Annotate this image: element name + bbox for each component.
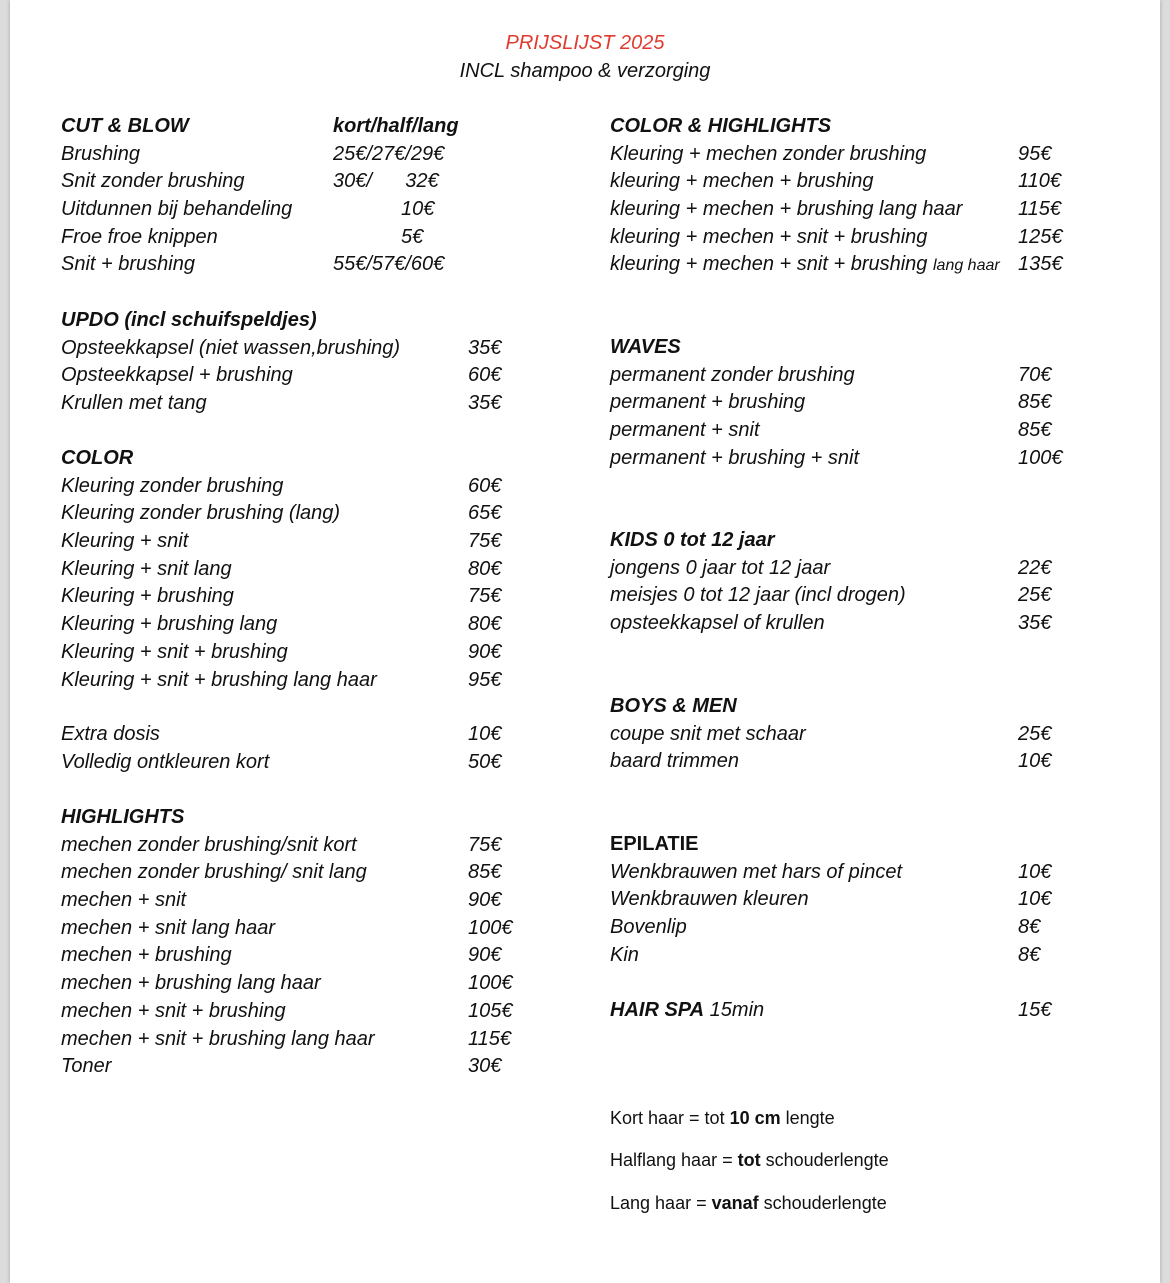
item-price: 85€ — [1018, 419, 1052, 442]
item-label: meisjes 0 tot 12 jaar (incl drogen) — [610, 584, 906, 607]
item-label: permanent + snit — [610, 419, 760, 442]
item-price: 35€ — [468, 392, 502, 415]
item-label: Froe froe knippen — [61, 225, 218, 248]
item-price: 22€ — [1018, 556, 1052, 579]
item-price: 70€ — [1018, 363, 1052, 386]
item-label: jongens 0 jaar tot 12 jaar — [610, 556, 831, 579]
item-price: 80€ — [468, 613, 502, 636]
item-label-suffix: lang haar — [932, 257, 1000, 275]
section-heading: HAIR SPA — [610, 999, 705, 1021]
note-text: lengte — [780, 1108, 835, 1128]
section-heading: KIDS 0 tot 12 jaar — [610, 529, 775, 551]
note-text: Kort haar = tot — [610, 1108, 730, 1128]
item-label-main: kleuring + mechen + snit + brushing — [610, 253, 928, 276]
note-text: schouderlengte — [760, 1150, 889, 1170]
item-price: 35€ — [1018, 612, 1052, 635]
section-heading: WAVES — [610, 336, 681, 358]
section-cut-blow — [61, 113, 561, 279]
item-label: Volledig ontkleuren kort — [61, 750, 270, 773]
section-heading: HIGHLIGHTS — [61, 806, 185, 828]
section-extra — [61, 721, 561, 776]
item-price: 8€ — [1018, 916, 1041, 939]
item-price: 115€ — [468, 1027, 512, 1050]
item-price: 100€ — [468, 916, 513, 939]
item-label: Kleuring + brushing — [61, 585, 234, 608]
item-label: kleuring + mechen + brushing lang haar — [610, 198, 963, 221]
item-price: 80€ — [468, 557, 502, 580]
note-text: Lang haar = — [610, 1193, 712, 1213]
section-color — [61, 445, 561, 694]
item-price: 75€ — [468, 833, 502, 856]
section-boys-men — [610, 693, 1110, 776]
section-heading: UPDO (incl schuifspeldjes) — [61, 309, 317, 331]
item-price: 25€ — [1018, 584, 1052, 607]
item-price: 110€ — [1018, 170, 1062, 193]
item-price: 50€ — [468, 750, 502, 773]
section-updo — [61, 307, 561, 418]
item-price: 10€ — [1018, 860, 1052, 883]
item-label: opsteekkapsel of krullen — [610, 612, 825, 635]
item-label: Wenkbrauwen met hars of pincet — [610, 860, 903, 883]
note-text: Halflang haar = — [610, 1150, 738, 1170]
item-label: coupe snit met schaar — [610, 722, 806, 745]
size-column-heading: kort/half/lang — [333, 115, 459, 137]
item-label: permanent zonder brushing — [610, 363, 855, 386]
item-price: 25€/27€/29€ — [333, 142, 445, 165]
item-price: 60€ — [468, 474, 502, 497]
item-price: 95€ — [1018, 142, 1052, 165]
item-label: permanent + brushing — [610, 391, 806, 414]
item-label: Kleuring + snit + brushing lang haar — [61, 668, 377, 691]
item-price: 125€ — [1018, 225, 1063, 248]
section-color-highlights — [610, 113, 1110, 279]
item-label: Uitdunnen bij behandeling — [61, 198, 293, 221]
item-price: 105€ — [468, 999, 513, 1022]
item-price: 30€/ 32€ — [333, 170, 439, 193]
item-label: mechen + snit + brushing — [61, 999, 286, 1022]
hair-spa-duration: 15min — [709, 999, 765, 1021]
item-label: Kleuring zonder brushing (lang) — [61, 502, 341, 525]
item-label: mechen zonder brushing/ snit lang — [61, 861, 367, 884]
note-text: schouderlengte — [758, 1193, 887, 1213]
item-label: permanent + brushing + snit — [610, 446, 860, 469]
item-label: mechen + snit + brushing lang haar — [61, 1027, 375, 1050]
item-price: 55€/57€/60€ — [333, 253, 445, 276]
item-label: Extra dosis — [61, 723, 160, 745]
note-halflang-haar — [610, 1150, 889, 1171]
item-price: 100€ — [1018, 446, 1063, 469]
item-label — [610, 997, 764, 1025]
item-label: mechen + brushing lang haar — [61, 972, 321, 995]
item-label: Opsteekkapsel (niet wassen,brushing) — [61, 336, 401, 359]
item-price: 30€ — [468, 1055, 502, 1078]
item-price: 85€ — [468, 861, 502, 884]
item-price: 8€ — [1018, 943, 1041, 966]
item-label: mechen + snit — [61, 889, 187, 912]
item-price: 90€ — [468, 944, 502, 967]
section-highlights — [61, 804, 561, 1081]
section-epilatie — [610, 831, 1110, 969]
note-emphasis: tot — [737, 1150, 761, 1170]
item-label: Snit + brushing — [61, 253, 195, 276]
item-label: Kleuring zonder brushing — [61, 474, 284, 497]
item-label: Kleuring + mechen zonder brushing — [610, 142, 927, 165]
item-label — [610, 251, 1000, 280]
section-kids — [610, 527, 1110, 638]
item-label: Krullen met tang — [61, 392, 207, 415]
item-price: 10€ — [401, 198, 435, 221]
item-label: Toner — [61, 1055, 112, 1078]
item-label: Bovenlip — [610, 916, 687, 939]
item-price: 135€ — [1018, 253, 1063, 276]
item-label: baard trimmen — [610, 750, 739, 773]
item-label: kleuring + mechen + snit + brushing — [610, 225, 928, 248]
item-price: 15€ — [1018, 999, 1052, 1021]
item-price: 25€ — [1018, 722, 1052, 745]
item-label: mechen zonder brushing/snit kort — [61, 833, 357, 856]
section-heading: BOYS & MEN — [610, 695, 737, 717]
item-label: Kleuring + snit + brushing — [61, 640, 288, 663]
item-price: 90€ — [468, 640, 502, 663]
note-emphasis: vanaf — [711, 1193, 759, 1213]
section-heading: EPILATIE — [610, 833, 699, 855]
item-price: 10€ — [468, 723, 502, 745]
item-price: 35€ — [468, 336, 502, 359]
item-label: kleuring + mechen + brushing — [610, 170, 874, 193]
item-label: Kleuring + snit lang — [61, 557, 232, 580]
section-heading: COLOR & HIGHLIGHTS — [610, 115, 832, 137]
section-heading: CUT & BLOW — [61, 115, 189, 137]
item-price: 65€ — [468, 502, 502, 525]
item-label: mechen + snit lang haar — [61, 916, 276, 939]
item-price: 75€ — [468, 585, 502, 608]
item-price: 90€ — [468, 889, 502, 912]
item-label: Opsteekkapsel + brushing — [61, 364, 293, 387]
item-price: 75€ — [468, 530, 502, 553]
section-hair-spa — [610, 997, 1110, 1025]
item-label: mechen + brushing — [61, 944, 232, 967]
item-price: 10€ — [1018, 888, 1052, 911]
note-lang-haar — [610, 1193, 887, 1214]
item-price: 100€ — [468, 972, 513, 995]
item-price: 85€ — [1018, 391, 1052, 414]
item-label: Kleuring + brushing lang — [61, 613, 278, 636]
item-price: 10€ — [1018, 750, 1052, 773]
section-waves — [610, 334, 1110, 472]
item-price: 5€ — [401, 225, 424, 248]
item-label: Snit zonder brushing — [61, 170, 245, 193]
item-label: Brushing — [61, 142, 140, 165]
item-price: 95€ — [468, 668, 502, 691]
section-heading: COLOR — [61, 447, 134, 469]
item-label: Kin — [610, 943, 639, 966]
page-subtitle: INCL shampoo & verzorging — [459, 60, 711, 82]
item-label: Wenkbrauwen kleuren — [610, 888, 809, 911]
item-price: 115€ — [1018, 198, 1062, 221]
item-price: 60€ — [468, 364, 502, 387]
page-title: PRIJSLIJST 2025 — [505, 32, 665, 54]
item-label: Kleuring + snit — [61, 530, 189, 553]
note-kort-haar — [610, 1108, 835, 1129]
note-emphasis: 10 cm — [729, 1108, 781, 1128]
